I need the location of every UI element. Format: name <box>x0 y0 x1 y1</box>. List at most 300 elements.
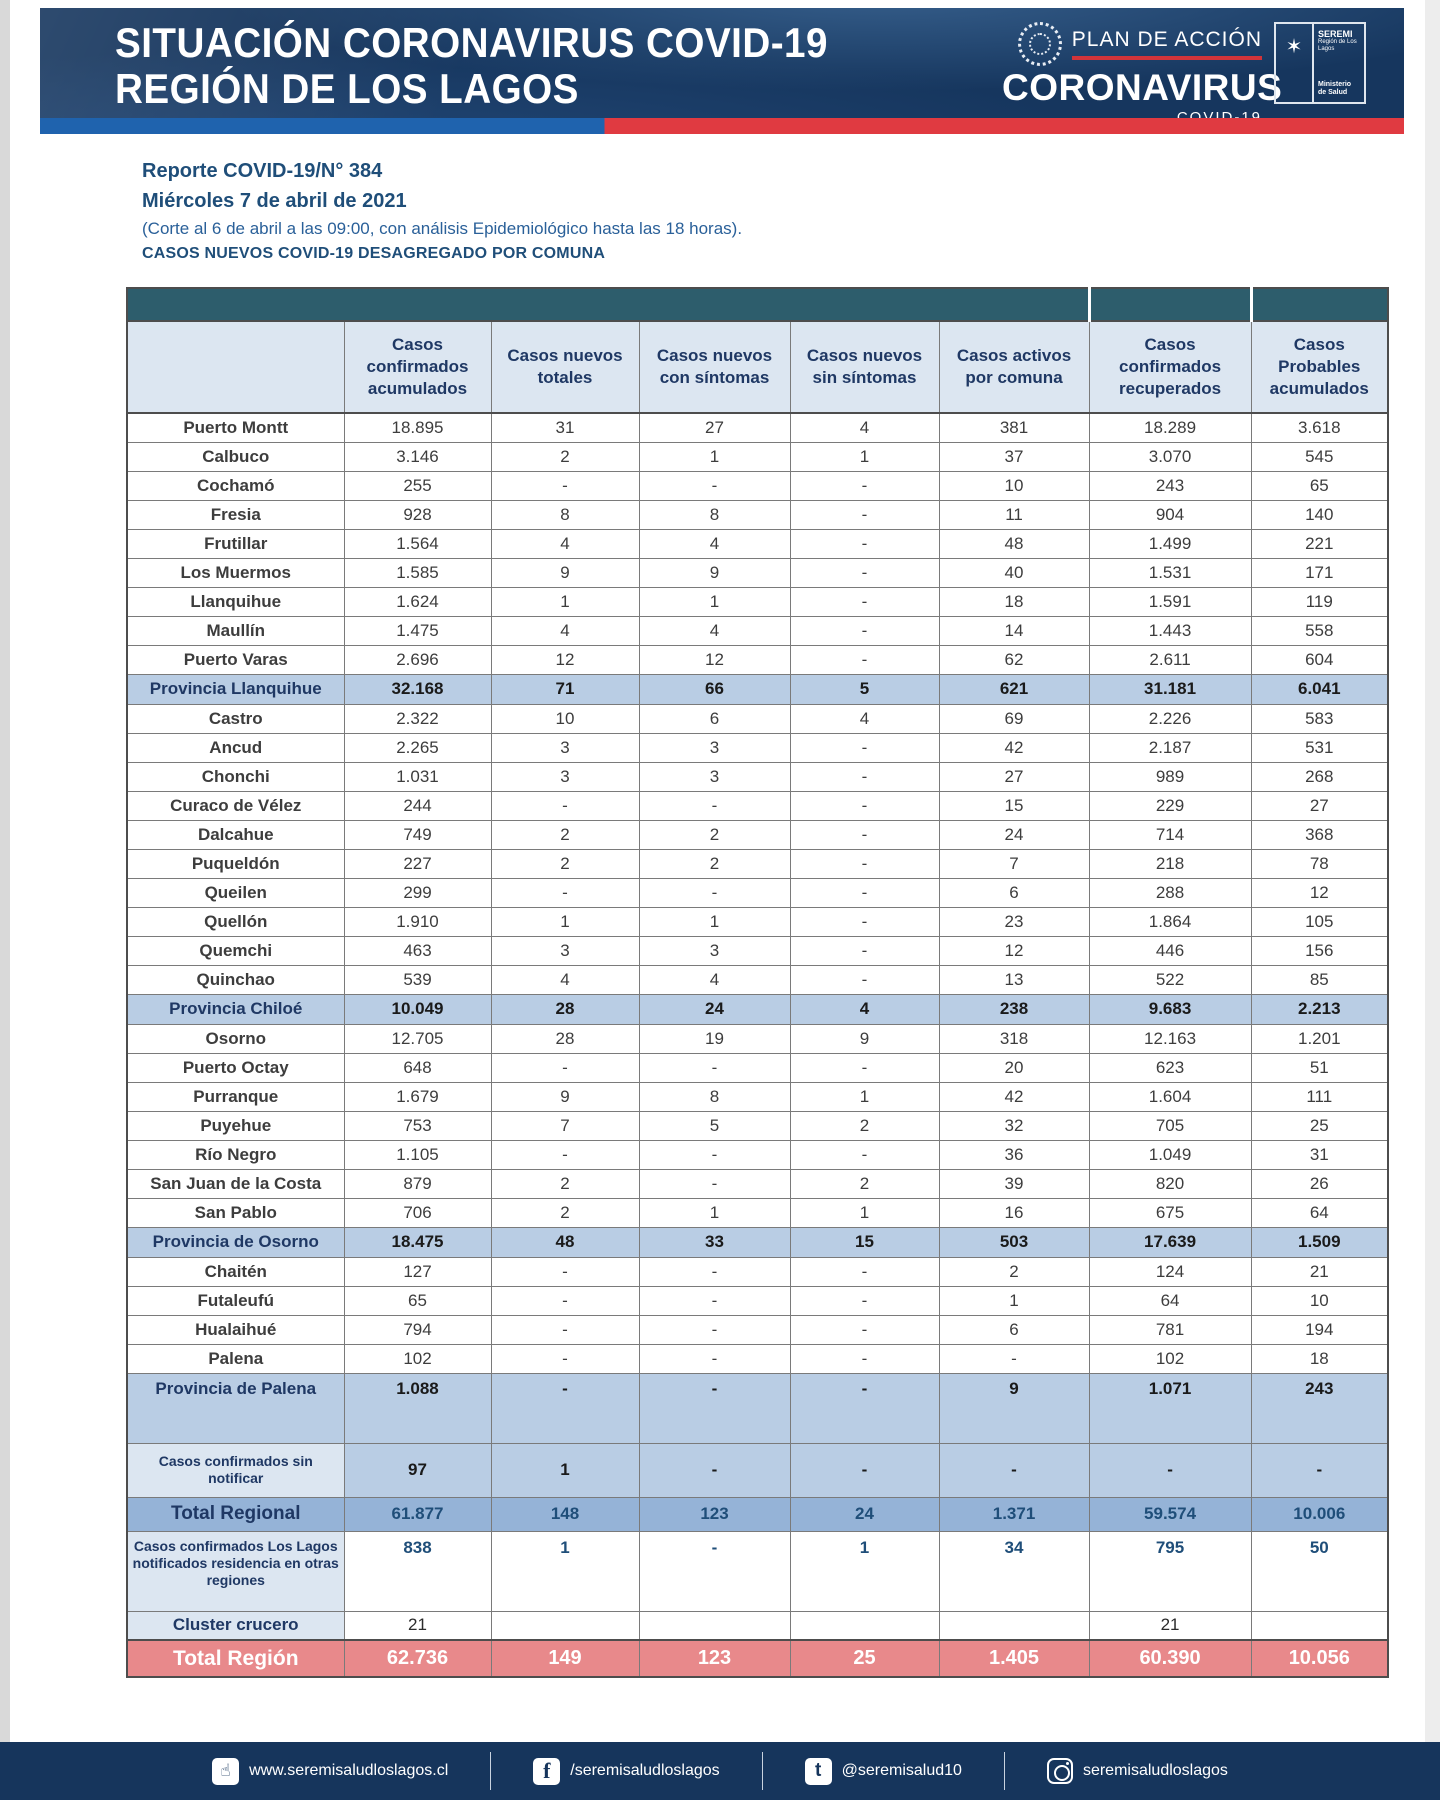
table-cell: 24 <box>939 820 1089 849</box>
table-cell: 268 <box>1251 762 1388 791</box>
table-cell: - <box>790 733 939 762</box>
table-cell <box>939 1611 1089 1640</box>
row-label: Provincia de Palena <box>127 1373 344 1443</box>
report-heading <box>142 156 742 266</box>
table-cell: 20 <box>939 1053 1089 1082</box>
column-header: Casos Probables acumulados <box>1251 321 1388 413</box>
column-header: Casos activos por comuna <box>939 321 1089 413</box>
table-cell: 648 <box>344 1053 491 1082</box>
table-cell: 318 <box>939 1024 1089 1053</box>
table-cell: 288 <box>1089 878 1251 907</box>
table-cell: 148 <box>491 1497 639 1531</box>
table-cell: 1 <box>639 1198 790 1227</box>
table-cell: 10.049 <box>344 994 491 1024</box>
table-cell: - <box>639 878 790 907</box>
table-cell: 4 <box>639 965 790 994</box>
table-row <box>127 849 1388 878</box>
table-band <box>1089 288 1251 321</box>
table-cell: 3 <box>639 936 790 965</box>
table-cell: 1.864 <box>1089 907 1251 936</box>
table-cell: 69 <box>939 704 1089 733</box>
column-header: Casos nuevos con síntomas <box>639 321 790 413</box>
table-cell: 6 <box>939 1315 1089 1344</box>
table-cell: 1 <box>639 587 790 616</box>
footer-link-label: @seremisalud10 <box>841 1762 962 1779</box>
table-cell: - <box>790 820 939 849</box>
table-cell: 32 <box>939 1111 1089 1140</box>
table-cell: 8 <box>491 500 639 529</box>
table-cell: 539 <box>344 965 491 994</box>
table-row <box>127 1169 1388 1198</box>
table-cell: 1.591 <box>1089 587 1251 616</box>
row-label: Casos confirmados sin notificar <box>127 1443 344 1497</box>
table-cell: 4 <box>491 965 639 994</box>
table-cell: 4 <box>639 616 790 645</box>
table-cell: - <box>790 907 939 936</box>
table-cell: 66 <box>639 674 790 704</box>
table-cell: 545 <box>1251 442 1388 471</box>
table-cell: - <box>639 471 790 500</box>
table-row <box>127 965 1388 994</box>
table-cell: 2.611 <box>1089 645 1251 674</box>
table-cell: 28 <box>491 1024 639 1053</box>
table-row <box>127 616 1388 645</box>
table-band <box>127 288 1089 321</box>
banner-stripe <box>40 118 1404 134</box>
table-cell: 1.585 <box>344 558 491 587</box>
table-cell: 2 <box>491 849 639 878</box>
table-cell: 33 <box>639 1227 790 1257</box>
table-cell: 2.265 <box>344 733 491 762</box>
row-label: Quellón <box>127 907 344 936</box>
table-cell: 9 <box>491 1082 639 1111</box>
table-cell: 65 <box>344 1286 491 1315</box>
row-label: San Pablo <box>127 1198 344 1227</box>
table-cell: 705 <box>1089 1111 1251 1140</box>
table-cell: 65 <box>1251 471 1388 500</box>
table-cell: 1.088 <box>344 1373 491 1443</box>
table-cell: 2.187 <box>1089 733 1251 762</box>
table-cell: 34 <box>939 1531 1089 1611</box>
table-cell: 1.910 <box>344 907 491 936</box>
table-cell: 1 <box>790 1531 939 1611</box>
table-cell: 299 <box>344 878 491 907</box>
row-label: Chonchi <box>127 762 344 791</box>
table-row <box>127 878 1388 907</box>
row-label: Maullín <box>127 616 344 645</box>
table-cell: - <box>491 1373 639 1443</box>
table-cell: 28 <box>491 994 639 1024</box>
row-label: Osorno <box>127 1024 344 1053</box>
table-cell: - <box>491 1140 639 1169</box>
table-cell: 16 <box>939 1198 1089 1227</box>
footer-link-instagram[interactable] <box>1005 1758 1270 1784</box>
table-cell: 1 <box>639 442 790 471</box>
table-cell: 31 <box>1251 1140 1388 1169</box>
coronavirus-label: CORONAVIRUS <box>1002 67 1283 108</box>
table-row <box>127 1286 1388 1315</box>
table-cell: 9 <box>790 1024 939 1053</box>
row-label: Chaitén <box>127 1257 344 1286</box>
table-cell: - <box>491 1053 639 1082</box>
table-cell: 503 <box>939 1227 1089 1257</box>
table-cell: 10 <box>939 471 1089 500</box>
table-cell: 753 <box>344 1111 491 1140</box>
table-cell: 243 <box>1089 471 1251 500</box>
table-cell: 879 <box>344 1169 491 1198</box>
table-cell: - <box>639 1053 790 1082</box>
table-cell: - <box>790 645 939 674</box>
table-cell: 194 <box>1251 1315 1388 1344</box>
page-edge-left <box>0 0 13 1742</box>
row-label: Puerto Montt <box>127 413 344 442</box>
table-row <box>127 471 1388 500</box>
table-cell: 171 <box>1251 558 1388 587</box>
footer-link-facebook[interactable] <box>491 1758 761 1785</box>
table-cell: 820 <box>1089 1169 1251 1198</box>
table-cell: 6 <box>939 878 1089 907</box>
table-cell: 102 <box>344 1344 491 1373</box>
table-cell: 9 <box>939 1373 1089 1443</box>
table-band-row <box>127 288 1388 321</box>
table-cell: 1 <box>790 442 939 471</box>
table-cell: 9 <box>639 558 790 587</box>
virus-icon <box>1018 22 1062 66</box>
table-cell: 3.070 <box>1089 442 1251 471</box>
row-label: Puyehue <box>127 1111 344 1140</box>
table-row <box>127 1640 1388 1677</box>
table-cell: 1 <box>790 1198 939 1227</box>
row-label: Puerto Varas <box>127 645 344 674</box>
row-label: Total Regional <box>127 1497 344 1531</box>
row-label: Cluster crucero <box>127 1611 344 1640</box>
table-cell: 1.049 <box>1089 1140 1251 1169</box>
facebook-icon: f <box>533 1758 560 1785</box>
table-cell: 3 <box>491 936 639 965</box>
table-row <box>127 733 1388 762</box>
table-cell: 12.163 <box>1089 1024 1251 1053</box>
table-row <box>127 704 1388 733</box>
table-cell: - <box>790 587 939 616</box>
header-banner <box>40 8 1404 118</box>
table-cell: 31.181 <box>1089 674 1251 704</box>
footer-link-twitter[interactable] <box>763 1758 1004 1785</box>
table-row <box>127 907 1388 936</box>
table-cell: 2 <box>491 442 639 471</box>
table-row <box>127 1227 1388 1257</box>
table-cell: 255 <box>344 471 491 500</box>
table-cell: - <box>790 529 939 558</box>
table-cell: 3 <box>639 733 790 762</box>
row-label: Casos confirmados Los Lagos notificados residencia en otras regiones <box>127 1531 344 1611</box>
table-cell: 1.071 <box>1089 1373 1251 1443</box>
table-cell: 31 <box>491 413 639 442</box>
footer-link-label: /seremisaludloslagos <box>570 1762 720 1779</box>
table-cell: - <box>790 1286 939 1315</box>
column-header-comuna <box>127 321 344 413</box>
table-row <box>127 1443 1388 1497</box>
covid-table-body <box>127 288 1388 1677</box>
table-row <box>127 994 1388 1024</box>
table-cell: 238 <box>939 994 1089 1024</box>
table-cell: - <box>639 1315 790 1344</box>
row-label: Puqueldón <box>127 849 344 878</box>
table-cell: 675 <box>1089 1198 1251 1227</box>
table-cell: - <box>639 1443 790 1497</box>
table-cell: 795 <box>1089 1531 1251 1611</box>
table-cell: - <box>790 791 939 820</box>
table-row <box>127 1082 1388 1111</box>
row-label: Provincia Chiloé <box>127 994 344 1024</box>
table-cell: 12 <box>1251 878 1388 907</box>
table-cell: 1 <box>491 1531 639 1611</box>
table-cell: 381 <box>939 413 1089 442</box>
table-cell: 27 <box>1251 791 1388 820</box>
table-cell: 18.475 <box>344 1227 491 1257</box>
plan-de-accion-logo <box>1002 22 1283 126</box>
table-cell: 604 <box>1251 645 1388 674</box>
table-row <box>127 820 1388 849</box>
table-cell: 2 <box>491 1198 639 1227</box>
table-cell: 102 <box>1089 1344 1251 1373</box>
table-cell: 19 <box>639 1024 790 1053</box>
table-cell: 2 <box>491 820 639 849</box>
table-cell: - <box>790 558 939 587</box>
row-label: Fresia <box>127 500 344 529</box>
table-cell: 446 <box>1089 936 1251 965</box>
table-cell: 1 <box>491 907 639 936</box>
twitter-icon: t <box>805 1758 832 1785</box>
table-cell: 1 <box>639 907 790 936</box>
table-cell: 227 <box>344 849 491 878</box>
table-cell: 244 <box>344 791 491 820</box>
row-label: Dalcahue <box>127 820 344 849</box>
table-cell: 18 <box>1251 1344 1388 1373</box>
table-row <box>127 1257 1388 1286</box>
table-cell <box>790 1611 939 1640</box>
table-cell: 706 <box>344 1198 491 1227</box>
table-cell: - <box>491 1315 639 1344</box>
table-cell: - <box>790 1257 939 1286</box>
table-cell: - <box>790 471 939 500</box>
table-cell: 27 <box>639 413 790 442</box>
seremi-region: Región de Los Lagos <box>1318 39 1357 52</box>
table-cell: 78 <box>1251 849 1388 878</box>
footer-link-website[interactable] <box>170 1758 490 1785</box>
table-cell: 37 <box>939 442 1089 471</box>
row-label: Provincia de Osorno <box>127 1227 344 1257</box>
table-row <box>127 791 1388 820</box>
column-header: Casos confirmados recuperados <box>1089 321 1251 413</box>
table-cell: 26 <box>1251 1169 1388 1198</box>
table-cell: 463 <box>344 936 491 965</box>
table-cell: - <box>790 849 939 878</box>
table-cell: - <box>491 791 639 820</box>
hand-pointer-icon: ☝ <box>212 1758 239 1785</box>
instagram-icon <box>1047 1758 1073 1784</box>
table-row <box>127 674 1388 704</box>
table-cell <box>639 1611 790 1640</box>
table-cell: 71 <box>491 674 639 704</box>
table-row <box>127 1611 1388 1640</box>
table-row <box>127 1140 1388 1169</box>
table-row <box>127 645 1388 674</box>
table-cell: 50 <box>1251 1531 1388 1611</box>
table-cell: 15 <box>939 791 1089 820</box>
table-cell: 48 <box>939 529 1089 558</box>
table-cell: 60.390 <box>1089 1640 1251 1677</box>
table-row <box>127 936 1388 965</box>
table-row <box>127 1198 1388 1227</box>
table-cell: 989 <box>1089 762 1251 791</box>
table-cell: - <box>639 1531 790 1611</box>
table-cell: 61.877 <box>344 1497 491 1531</box>
table-cell: 1.604 <box>1089 1082 1251 1111</box>
table-cell: 10 <box>1251 1286 1388 1315</box>
table-cell: 10.056 <box>1251 1640 1388 1677</box>
row-label: Los Muermos <box>127 558 344 587</box>
table-cell: 2.226 <box>1089 704 1251 733</box>
table-row <box>127 500 1388 529</box>
table-cell: 1.509 <box>1251 1227 1388 1257</box>
table-cell: 2 <box>639 820 790 849</box>
table-row <box>127 1497 1388 1531</box>
seremi-logo <box>1274 22 1366 104</box>
table-cell: 3.618 <box>1251 413 1388 442</box>
table-cell: - <box>790 762 939 791</box>
row-label: Total Región <box>127 1640 344 1677</box>
table-cell: 156 <box>1251 936 1388 965</box>
row-label: Futaleufú <box>127 1286 344 1315</box>
table-cell: 7 <box>491 1111 639 1140</box>
row-label: Quemchi <box>127 936 344 965</box>
seremi-ministry: Ministerio de Salud <box>1318 81 1352 96</box>
table-row <box>127 529 1388 558</box>
table-cell: 123 <box>639 1640 790 1677</box>
footer-bar <box>0 1742 1440 1800</box>
row-label: Curaco de Vélez <box>127 791 344 820</box>
table-cell: 24 <box>639 994 790 1024</box>
table-cell: 149 <box>491 1640 639 1677</box>
page-edge-right <box>1425 0 1440 1742</box>
table-cell <box>491 1611 639 1640</box>
table-cell: 2 <box>790 1169 939 1198</box>
table-row <box>127 558 1388 587</box>
table-cell: 18 <box>939 587 1089 616</box>
table-cell: 749 <box>344 820 491 849</box>
table-row <box>127 1053 1388 1082</box>
table-cell: - <box>790 878 939 907</box>
table-cell: 64 <box>1089 1286 1251 1315</box>
table-cell: 51 <box>1251 1053 1388 1082</box>
table-cell: - <box>1251 1443 1388 1497</box>
table-cell: 32.168 <box>344 674 491 704</box>
table-cell <box>1251 1611 1388 1640</box>
table-cell: 229 <box>1089 791 1251 820</box>
table-cell: - <box>790 616 939 645</box>
table-cell: 36 <box>939 1140 1089 1169</box>
table-cell: - <box>639 1373 790 1443</box>
table-cell: 18.289 <box>1089 413 1251 442</box>
table-cell: - <box>639 1140 790 1169</box>
table-cell: - <box>790 1053 939 1082</box>
report-date: Miércoles 7 de abril de 2021 <box>142 190 407 212</box>
table-cell: 6.041 <box>1251 674 1388 704</box>
table-cell: 14 <box>939 616 1089 645</box>
table-cell: 23 <box>939 907 1089 936</box>
table-cell: 27 <box>939 762 1089 791</box>
table-cell: 12.705 <box>344 1024 491 1053</box>
table-cell: 5 <box>790 674 939 704</box>
table-cell: 714 <box>1089 820 1251 849</box>
table-cell: 1.201 <box>1251 1024 1388 1053</box>
column-header: Casos nuevos sin síntomas <box>790 321 939 413</box>
table-cell: 64 <box>1251 1198 1388 1227</box>
table-cell: - <box>939 1344 1089 1373</box>
row-label: Río Negro <box>127 1140 344 1169</box>
table-row <box>127 587 1388 616</box>
table-cell: 218 <box>1089 849 1251 878</box>
table-cell: 2.322 <box>344 704 491 733</box>
table-cell: - <box>939 1443 1089 1497</box>
table-cell: 5 <box>639 1111 790 1140</box>
table-cell: 3 <box>491 733 639 762</box>
table-cell: 2.213 <box>1251 994 1388 1024</box>
table-cell: 39 <box>939 1169 1089 1198</box>
table-cell: 1.405 <box>939 1640 1089 1677</box>
table-cell: 7 <box>939 849 1089 878</box>
table-cell: 522 <box>1089 965 1251 994</box>
table-cell: 12 <box>639 645 790 674</box>
table-cell: 8 <box>639 500 790 529</box>
table-cell: 1.624 <box>344 587 491 616</box>
footer-link-label: www.seremisaludloslagos.cl <box>249 1762 449 1779</box>
table-cell: 4 <box>790 994 939 1024</box>
table-cell: 9 <box>491 558 639 587</box>
row-label: Frutillar <box>127 529 344 558</box>
table-cell: - <box>491 1286 639 1315</box>
table-cell: 1 <box>939 1286 1089 1315</box>
table-row <box>127 1315 1388 1344</box>
table-cell: 8 <box>639 1082 790 1111</box>
table-cell: 1.499 <box>1089 529 1251 558</box>
table-cell: - <box>790 936 939 965</box>
table-cell: 119 <box>1251 587 1388 616</box>
table-cell: 928 <box>344 500 491 529</box>
table-cell: - <box>790 965 939 994</box>
table-cell: 15 <box>790 1227 939 1257</box>
coat-of-arms-icon: ✶ <box>1276 24 1314 102</box>
table-cell: 10 <box>491 704 639 733</box>
seremi-title: SEREMI <box>1318 29 1353 39</box>
row-label: Palena <box>127 1344 344 1373</box>
table-cell: 105 <box>1251 907 1388 936</box>
table-cell: - <box>639 1344 790 1373</box>
table-cell: 1.031 <box>344 762 491 791</box>
table-cell: 3.146 <box>344 442 491 471</box>
table-cell: 21 <box>1251 1257 1388 1286</box>
table-cell: 25 <box>790 1640 939 1677</box>
table-row <box>127 1373 1388 1443</box>
row-label: Provincia Llanquihue <box>127 674 344 704</box>
table-header-row <box>127 321 1388 413</box>
row-label: Cochamó <box>127 471 344 500</box>
table-cell: 1.443 <box>1089 616 1251 645</box>
row-label: Purranque <box>127 1082 344 1111</box>
table-cell: - <box>491 878 639 907</box>
report-number: Reporte COVID-19/N° 384 <box>142 160 383 182</box>
table-row <box>127 1344 1388 1373</box>
